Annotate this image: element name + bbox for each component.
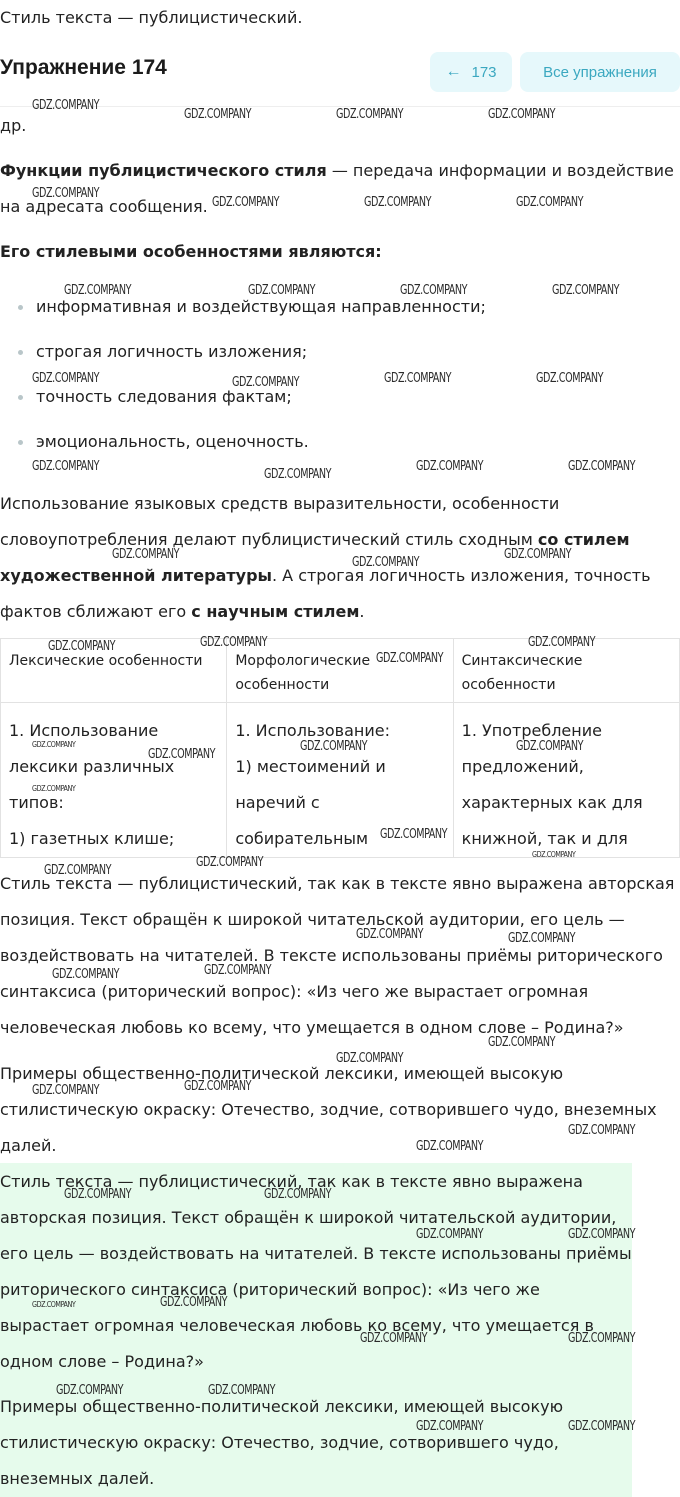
watermark: GDZ.COMPANY	[32, 1083, 100, 1098]
comparison-line-3	[0, 558, 651, 594]
watermark: GDZ.COMPANY	[376, 651, 444, 666]
feature-item: эмоциональность, оценочность.	[36, 432, 309, 451]
answer-line: человеческая любовь ко всему, что умещается в одном слове – Родина?»	[0, 1018, 624, 1037]
watermark: GDZ.COMPANY	[32, 98, 100, 113]
watermark: GDZ.COMPANY	[416, 1227, 484, 1242]
watermark: GDZ.COMPANY	[568, 459, 636, 474]
watermark: GDZ.COMPANY	[416, 459, 484, 474]
bullet-dot	[18, 395, 23, 400]
feature-item: строгая логичность изложения;	[36, 342, 308, 361]
exercise-title: Упражнение 174	[0, 56, 167, 79]
prev-exercise-button[interactable]	[430, 52, 512, 92]
watermark: GDZ.COMPANY	[384, 371, 452, 386]
watermark: GDZ.COMPANY	[56, 1383, 124, 1398]
watermark: GDZ.COMPANY	[516, 739, 584, 754]
watermark: GDZ.COMPANY	[212, 195, 280, 210]
watermark: GDZ.COMPANY	[516, 195, 584, 210]
watermark: GDZ.COMPANY	[508, 931, 576, 946]
bullet-dot	[18, 350, 23, 355]
watermark: GDZ.COMPANY	[44, 863, 112, 878]
functions-bold: Функции публицистического стиля	[0, 161, 327, 180]
watermark: GDZ.COMPANY	[200, 635, 268, 650]
watermark: GDZ.COMPANY	[32, 186, 100, 201]
comparison-line-1: Использование языковых средств выразительности, особенности	[0, 494, 560, 513]
watermark: GDZ.COMPANY	[208, 1383, 276, 1398]
table-cell	[1, 703, 227, 858]
watermark: GDZ.COMPANY	[48, 639, 116, 654]
bullet-dot	[18, 440, 23, 445]
watermark: GDZ.COMPANY	[300, 739, 368, 754]
watermark: GDZ.COMPANY	[204, 963, 272, 978]
watermark: GDZ.COMPANY	[568, 1227, 636, 1242]
comparison-text: .	[359, 602, 365, 621]
watermark: GDZ.COMPANY	[32, 1300, 76, 1309]
watermark: GDZ.COMPANY	[416, 1139, 484, 1154]
comparison-bold: со стилем	[537, 530, 630, 549]
watermark: GDZ.COMPANY	[536, 371, 604, 386]
watermark: GDZ.COMPANY	[360, 1331, 428, 1346]
watermark: GDZ.COMPANY	[568, 1123, 636, 1138]
answer-line: Примеры общественно-политической лексики, имеющей высокую	[0, 1064, 564, 1083]
cell-line: наречий с	[235, 793, 320, 812]
comparison-text: словоупотребления делают публицистический стиль сходным	[0, 530, 538, 549]
watermark: GDZ.COMPANY	[528, 635, 596, 650]
answer-line: воздействовать на читателей. В тексте использованы приёмы риторического	[0, 946, 663, 965]
cell-line: 1. Использование:	[235, 721, 390, 740]
functions-line-1	[0, 153, 674, 189]
cell-line: 1. Употребление	[461, 721, 602, 740]
arrow-left-icon: ←	[445, 63, 462, 80]
comparison-text: . А строгая логичность изложения, точность	[271, 566, 651, 585]
highlighted-line: Примеры общественно-политической лексики, имеющей высокую	[0, 1397, 564, 1416]
watermark: GDZ.COMPANY	[196, 855, 264, 870]
table-cell	[453, 703, 679, 858]
comparison-text: фактов сближают его	[0, 602, 192, 621]
cell-line: 1) газетных клише;	[9, 829, 175, 848]
watermark: GDZ.COMPANY	[32, 371, 100, 386]
bullet-dot	[18, 305, 23, 310]
watermark: GDZ.COMPANY	[52, 967, 120, 982]
fragment-text: др.	[0, 116, 27, 135]
watermark: GDZ.COMPANY	[232, 375, 300, 390]
watermark: GDZ.COMPANY	[352, 555, 420, 570]
answer-line: стилистическую окраску: Отечество, зодчие, сотворившего чудо, внеземных	[0, 1100, 657, 1119]
highlighted-line: одном слове – Родина?»	[0, 1352, 204, 1371]
watermark: GDZ.COMPANY	[380, 827, 448, 842]
watermark: GDZ.COMPANY	[112, 547, 180, 562]
table-header-cell: Лексические особенности	[1, 639, 227, 703]
watermark: GDZ.COMPANY	[160, 1295, 228, 1310]
table-header-cell: Синтаксические особенности	[453, 639, 679, 703]
watermark: GDZ.COMPANY	[504, 547, 572, 562]
highlighted-line: авторская позиция. Текст обращён к широкой читательской аудитории,	[0, 1208, 617, 1227]
answer-line: позиция. Текст обращён к широкой читательской аудитории, его цель —	[0, 910, 625, 929]
watermark: GDZ.COMPANY	[568, 1419, 636, 1434]
cell-line: 1. Использование	[9, 721, 159, 740]
watermark: GDZ.COMPANY	[552, 283, 620, 298]
comparison-bold: художественной литературы	[0, 566, 272, 585]
cell-line: собирательным	[235, 829, 369, 848]
highlighted-line: стилистическую окраску: Отечество, зодчие, сотворившего чудо,	[0, 1433, 559, 1452]
watermark: GDZ.COMPANY	[568, 1331, 636, 1346]
highlighted-line: вырастает огромная человеческая любовь ко всему, что умещается в	[0, 1316, 594, 1335]
cell-line: типов:	[9, 793, 64, 812]
table-row	[1, 703, 680, 858]
features-heading: Его стилевыми особенностями являются:	[0, 242, 382, 261]
table-header-cell: Морфологические особенности	[227, 639, 453, 703]
watermark: GDZ.COMPANY	[32, 784, 76, 793]
all-exercises-button[interactable]	[520, 52, 680, 92]
watermark: GDZ.COMPANY	[264, 1187, 332, 1202]
watermark: GDZ.COMPANY	[32, 740, 76, 749]
watermark: GDZ.COMPANY	[64, 283, 132, 298]
watermark: GDZ.COMPANY	[400, 283, 468, 298]
intro-text: Стиль текста — публицистический.	[0, 8, 303, 27]
comparison-bold: с научным стилем	[191, 602, 360, 621]
watermark: GDZ.COMPANY	[488, 1035, 556, 1050]
highlighted-line: внеземных далей.	[0, 1469, 155, 1488]
comparison-line-4	[0, 594, 364, 630]
watermark: GDZ.COMPANY	[184, 1079, 252, 1094]
watermark: GDZ.COMPANY	[488, 107, 556, 122]
watermark: GDZ.COMPANY	[32, 459, 100, 474]
watermark: GDZ.COMPANY	[532, 850, 576, 859]
cell-line: характерных как для	[461, 793, 643, 812]
highlighted-line: его цель — воздействовать на читателей. В тексте использованы приёмы	[0, 1244, 632, 1263]
cell-line: лексики различных	[9, 757, 175, 776]
watermark: GDZ.COMPANY	[64, 1187, 132, 1202]
watermark: GDZ.COMPANY	[148, 747, 216, 762]
watermark: GDZ.COMPANY	[184, 107, 252, 122]
watermark: GDZ.COMPANY	[336, 107, 404, 122]
watermark: GDZ.COMPANY	[248, 283, 316, 298]
watermark: GDZ.COMPANY	[416, 1419, 484, 1434]
feature-item: точность следования фактам;	[36, 387, 292, 406]
highlighted-line: Стиль текста — публицистический, так как в тексте явно выражена	[0, 1172, 583, 1191]
answer-line: далей.	[0, 1136, 57, 1155]
watermark: GDZ.COMPANY	[264, 467, 332, 482]
cell-line: 1) местоимений и	[235, 757, 386, 776]
feature-item: информативная и воздействующая направленности;	[36, 297, 486, 316]
prev-exercise-label: 173	[471, 63, 497, 81]
all-exercises-label: Все упражнения	[543, 63, 657, 81]
watermark: GDZ.COMPANY	[364, 195, 432, 210]
functions-line-2: на адресата сообщения.	[0, 197, 208, 216]
watermark: GDZ.COMPANY	[356, 927, 424, 942]
watermark: GDZ.COMPANY	[336, 1051, 404, 1066]
highlighted-line: риторического синтаксиса (риторический вопрос): «Из чего же	[0, 1280, 540, 1299]
answer-line: синтаксиса (риторический вопрос): «Из чего же вырастает огромная	[0, 982, 589, 1001]
answer-line: Стиль текста — публицистический, так как в тексте явно выражена авторская	[0, 874, 675, 893]
cell-line: книжной, так и для	[461, 829, 628, 848]
cell-line: предложений,	[461, 757, 584, 776]
functions-rest: — передача информации и воздействие	[326, 161, 674, 180]
